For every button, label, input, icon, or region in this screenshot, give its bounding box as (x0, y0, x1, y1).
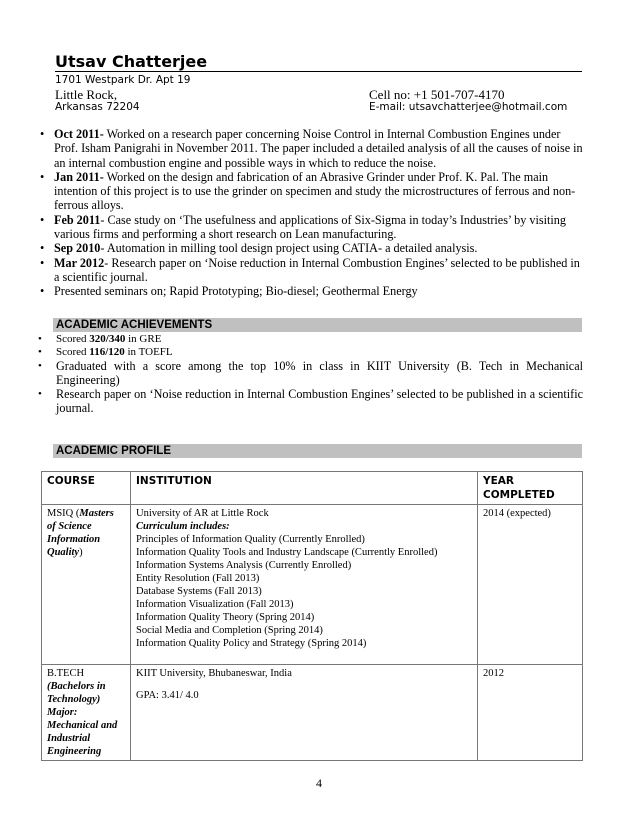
page-number: 4 (316, 776, 322, 790)
table-header-row (42, 472, 583, 505)
cell-number: Cell no: +1 501-707-4170 (369, 87, 505, 102)
list-item: • Jan 2011- Worked on the design and fabrication of an Abrasive Grinder under Prof. K. Pal. The main intention of this project is to use the grinder on specimen and study the microstructures of ferrous and non-ferrous alloys. (40, 170, 585, 213)
institution-cell: KIIT University, Bhubaneswar, India GPA: 3.41/ 4.0 (131, 665, 478, 761)
list-item: Principles of Information Quality (Currently Enrolled) (136, 534, 365, 545)
list-item: Information Quality Tools and Industry Landscape (Currently Enrolled) (136, 547, 438, 558)
institution-cell: University of AR at Little Rock Curriculum includes: Principles of Information Quality (Currently Enrolled) Information Quality Tools and Industry Landscape (Currently Enrolled) Information Systems Analysis (Currently Enrolled) Entity Resolution (Fall 2013) Database Systems (Fall 2013) Information Visualization (Fall 2013) Information Quality Theory (Spring 2014) Social Media and Completion (Spring 2014) Information Quality Policy and Strategy (Spring 2014) (131, 505, 478, 665)
list-item: Information Systems Analysis (Currently Enrolled) (136, 560, 352, 571)
list-item: Information Visualization (Fall 2013) (136, 599, 294, 610)
year-cell: 2012 (478, 665, 583, 761)
list-item: • Research paper on ‘Noise reduction in Internal Combustion Engines’ selected to be published in a scientific journal. (38, 387, 583, 415)
list-item: • Sep 2010- Automation in milling tool design project using CATIA- a detailed analysis. (40, 241, 585, 255)
year-cell: 2014 (expected) (478, 505, 583, 665)
profile-heading: ACADEMIC PROFILE (53, 444, 582, 458)
list-item: Information Quality Theory (Spring 2014) (136, 612, 315, 623)
list-item: • Graduated with a score among the top 10% in class in KIIT University (B. Tech in Mechanical Engineering) (38, 359, 583, 387)
course-header: COURSE (42, 472, 131, 505)
academic-profile-table (41, 471, 583, 761)
list-item: • Presented seminars on; Rapid Prototyping; Bio-diesel; Geothermal Energy (40, 284, 585, 298)
list-item: • Scored 320/340 in GRE (38, 333, 583, 346)
list-item: Database Systems (Fall 2013) (136, 586, 262, 597)
table-row (42, 665, 583, 761)
list-item: • Scored 116/120 in TOEFL (38, 346, 583, 359)
list-item: Information Quality Policy and Strategy (Spring 2014) (136, 638, 367, 649)
achievements-heading: ACADEMIC ACHIEVEMENTS (53, 318, 582, 332)
address-line: 1701 Westpark Dr. Apt 19 (55, 74, 191, 86)
year-header: YEAR COMPLETED (478, 472, 583, 505)
course-cell: B.TECH (Bachelors in Technology) Major: Mechanical and Industrial Engineering (42, 665, 131, 761)
list-item: • Mar 2012- Research paper on ‘Noise reduction in Internal Combustion Engines’ selected to be published in a scientific journal. (40, 256, 585, 285)
list-item: • Oct 2011- Worked on a research paper concerning Noise Control in Internal Combustion Engines under Prof. Isham Panigrahi in November 2011. The paper included a detailed analysis of all the causes of noise in an internal combustion engine and possible ways in which to reduce the noise. (40, 127, 585, 170)
project-list (40, 127, 585, 299)
state-zip: Arkansas 72204 (55, 101, 140, 113)
list-item: Entity Resolution (Fall 2013) (136, 573, 260, 584)
email: E-mail: utsavchatterjee@hotmail.com (369, 101, 568, 113)
list-item: Social Media and Completion (Spring 2014) (136, 625, 323, 636)
city: Little Rock, (55, 87, 118, 102)
list-item: • Feb 2011- Case study on ‘The usefulness and applications of Six-Sigma in today’s Industries’ by visiting various firms and performing a short research on Lean manufacturing. (40, 213, 585, 242)
table-row (42, 505, 583, 665)
course-cell: MSIQ (Masters of Science Information Quality) (42, 505, 131, 665)
candidate-name: Utsav Chatterjee (55, 52, 208, 71)
achievements-list (38, 333, 583, 415)
institution-header: INSTITUTION (131, 472, 478, 505)
header-divider (55, 71, 582, 72)
